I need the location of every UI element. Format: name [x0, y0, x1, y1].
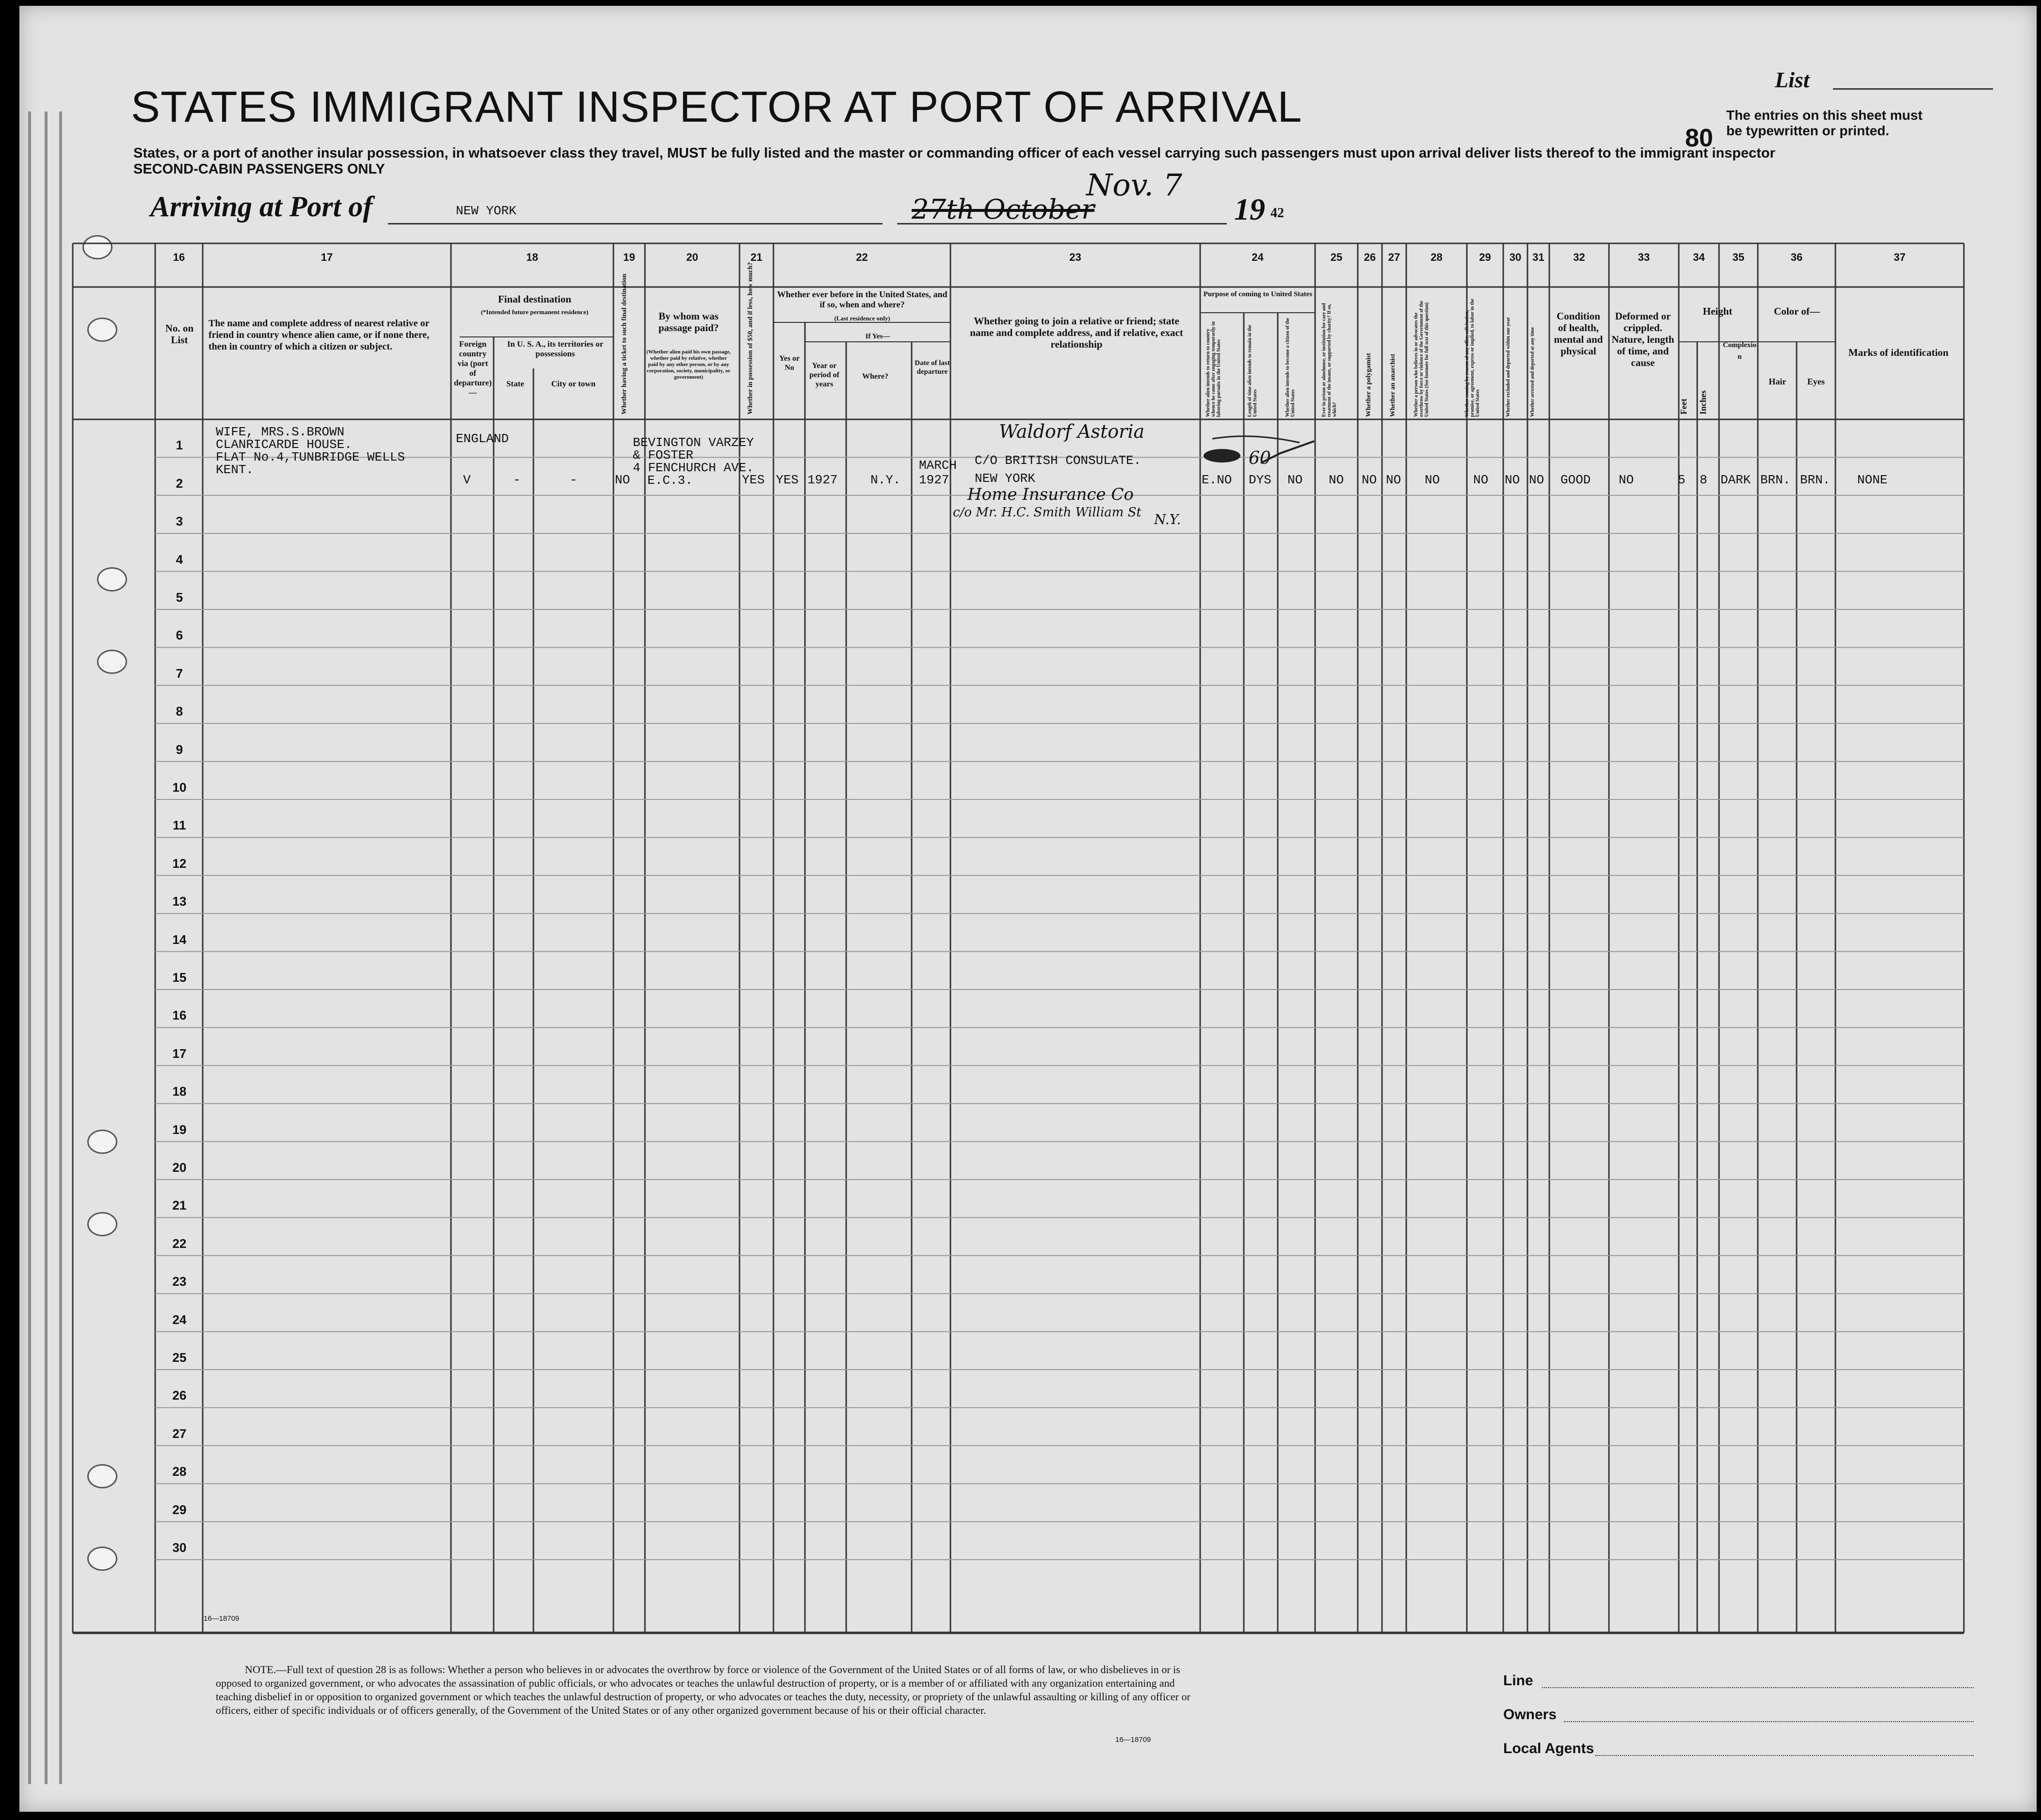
deformed-value: NO: [1619, 473, 1634, 487]
row-number: 2: [176, 476, 183, 491]
header-nearest-relative: The name and complete address of nearest relative or friend in country whence alien came, or if none there, then in country of which a citizen or subject.: [209, 318, 430, 352]
row-number: 28: [172, 1464, 187, 1479]
header-in-usa: In U. S. A., its territories or possessions: [507, 339, 604, 358]
header-no-on-list: No. on List: [165, 322, 194, 346]
row-number: 18: [172, 1084, 187, 1099]
row-number: 12: [172, 856, 187, 871]
local-agents-field: [1595, 1755, 1974, 1756]
row-number: 25: [172, 1350, 187, 1365]
relative-line: CLANRICARDE HOUSE.: [216, 437, 352, 452]
row-number: 19: [172, 1122, 187, 1137]
list-label: List: [1775, 67, 1810, 92]
row-number: 11: [173, 818, 186, 833]
header-passage-paid-note: (Whether alien paid his own passage, whether paid by relative, whether paid by any other person, or by any corporation, society, municipality, or government): [646, 349, 731, 380]
column-number: 35: [1732, 251, 1745, 263]
header-color: Color of—: [1774, 305, 1820, 317]
header-where: Where?: [862, 372, 888, 381]
column-number: 27: [1388, 251, 1400, 263]
row-number: 24: [172, 1312, 187, 1327]
row-number: 6: [176, 628, 183, 643]
column-number: 24: [1252, 251, 1264, 263]
row-number: 23: [172, 1274, 187, 1289]
passenger-class: SECOND-CABIN PASSENGERS ONLY: [133, 161, 385, 177]
column-number: 31: [1532, 251, 1544, 263]
paid-line: BEVINGTON VARZEY: [633, 435, 754, 450]
column-number: 34: [1693, 251, 1705, 263]
purpose-b-handwritten: 60: [1249, 448, 1271, 468]
before-date-line: MARCH: [919, 458, 957, 473]
header-overthrow: Whether a person who believes in or advocates the overthrow by force or violence of the Government of the United States (See footnote for full text of this question): [1414, 301, 1430, 417]
eyes-value: BRN.: [1800, 473, 1831, 487]
header-hair: Hair: [1768, 377, 1786, 386]
header-marks: Marks of identification: [1848, 347, 1949, 358]
row-number: 7: [176, 666, 183, 681]
column-number: 33: [1638, 251, 1650, 263]
line-field: [1542, 1687, 1974, 1688]
header-eyes: Eyes: [1807, 377, 1825, 386]
column-number: 30: [1509, 251, 1522, 263]
row-number: 8: [176, 704, 183, 719]
header-date-departure: Date of last departure: [915, 359, 950, 376]
row-number: 4: [176, 552, 183, 567]
column-number: 16: [173, 251, 185, 263]
paid-line: 4 FENCHURCH AVE.: [633, 461, 754, 475]
relative-line: FLAT No.4,TUNBRIDGE WELLS: [216, 450, 405, 464]
ink-marks: [1203, 434, 1329, 473]
join-handwritten: c/o Mr. H.C. Smith William St: [953, 505, 1141, 520]
header-passage-paid: By whom was passage paid?: [658, 310, 719, 334]
row-number: 22: [172, 1236, 187, 1251]
column-number: 23: [1069, 251, 1081, 263]
header-health: Condition of health, mental and physical: [1554, 310, 1603, 357]
relative-line: KENT.: [216, 463, 254, 477]
join-handwritten: Home Insurance Co: [967, 485, 1134, 504]
form-title: STATES IMMIGRANT INSPECTOR AT PORT OF ARRIVAL: [131, 83, 1302, 131]
entries-note-line: The entries on this sheet must: [1726, 108, 1923, 123]
header-if-yes: If Yes—: [865, 333, 890, 340]
header-anarchist: Whether an anarchist: [1389, 353, 1397, 417]
anarchist-value: NO: [1386, 473, 1401, 487]
column-number: 28: [1430, 251, 1443, 263]
row-number: 5: [176, 590, 183, 605]
line-label: Line: [1503, 1673, 1533, 1689]
feet-value: 5: [1678, 473, 1686, 487]
header-purpose: Purpose of coming to United States: [1203, 290, 1313, 298]
form-code: 16—18709: [204, 1614, 240, 1623]
state-value: -: [513, 473, 521, 487]
local-agents-label: Local Agents: [1503, 1740, 1594, 1756]
port-value: NEW YORK: [456, 204, 516, 218]
row-number: 10: [172, 780, 187, 795]
form-code-footer: 16—18709: [1115, 1736, 1151, 1744]
foreign-via-value: V: [463, 473, 471, 487]
row-number: 1: [176, 438, 183, 453]
purpose-a-value: E.NO: [1202, 473, 1232, 487]
arriving-label: Arriving at Port of: [150, 191, 373, 223]
purpose-c-value: NO: [1287, 473, 1303, 487]
year-prefix: 19: [1234, 192, 1265, 226]
money-value: YES: [742, 473, 765, 487]
header-yes-no: Yes or No: [779, 354, 800, 372]
overthrow-value: NO: [1425, 473, 1440, 487]
complexion-value: DARK: [1720, 473, 1751, 487]
column-number: 36: [1790, 251, 1803, 263]
list-number: 80: [1685, 124, 1713, 152]
row-number: 27: [172, 1426, 187, 1441]
column-number: 29: [1479, 251, 1491, 263]
year-suffix: 42: [1270, 206, 1284, 221]
row-number: 3: [176, 514, 183, 529]
row-number: 9: [176, 742, 183, 757]
column-number: 17: [321, 251, 333, 263]
header-purpose-b: Length of time alien intends to remain in the United States: [1247, 325, 1258, 417]
header-height: Height: [1703, 305, 1733, 317]
row-number: 17: [172, 1046, 187, 1061]
column-number: 19: [623, 251, 635, 263]
before-yes-no-value: YES: [776, 473, 799, 487]
row-number: 14: [172, 932, 187, 947]
column-number: 25: [1330, 251, 1343, 263]
join-line: C/O BRITISH CONSULATE.: [975, 453, 1141, 468]
row-number: 21: [172, 1198, 187, 1213]
header-city: City or town: [551, 379, 596, 388]
before-where-value: N.Y.: [870, 473, 901, 487]
row-number: 29: [172, 1502, 187, 1517]
column-number: 22: [856, 251, 868, 263]
header-excluded: Whether excluded and deported within one year: [1506, 317, 1511, 417]
before-date-line: 1927: [919, 473, 949, 487]
header-before-in-us: Whether ever before in the United States, and if so, when and where?: [777, 289, 948, 309]
entries-note-line: be typewritten or printed.: [1726, 123, 1890, 138]
header-inches: Inches: [1698, 390, 1708, 415]
foreign-country-value: ENGLAND: [456, 431, 509, 446]
health-value: GOOD: [1560, 473, 1591, 487]
paid-line: E.C.3.: [647, 473, 693, 488]
column-number: 32: [1573, 251, 1585, 263]
ticket-value: NO: [615, 473, 630, 487]
header-period: Year or period of years: [809, 362, 839, 388]
owners-field: [1564, 1721, 1974, 1722]
column-number: 26: [1364, 251, 1376, 263]
relative-line: WIFE, MRS.S.BROWN: [216, 425, 345, 439]
prison-value: NO: [1329, 473, 1344, 487]
column-number: 20: [686, 251, 698, 263]
header-prison: Ever in prison or almshouse, or institution for care and treatment of the insane, or supported by charity? If so, which?: [1321, 303, 1337, 417]
header-final-destination-note: (*Intended future permanent residence): [481, 308, 589, 316]
header-deformed: Deformed or crippled. Nature, length of time, and cause: [1611, 310, 1674, 368]
hair-value: BRN.: [1760, 473, 1791, 487]
row-number: 13: [172, 894, 187, 909]
header-complexion: Complexion: [1722, 341, 1757, 361]
join-handwritten: N.Y.: [1154, 511, 1181, 527]
header-ticket: Whether having a ticket to such final destination: [621, 273, 628, 415]
owners-label: Owners: [1503, 1707, 1557, 1723]
paid-line: & FOSTER: [633, 448, 693, 463]
marks-value: NONE: [1857, 473, 1888, 487]
header-before-note: (Last residence only): [834, 315, 890, 322]
header-purpose-c: Whether alien intends to become a citizen of the United States: [1285, 318, 1296, 417]
question-28-note: NOTE.—Full text of question 28 is as follows: Whether a person who believes in or advocates the overthrow by force or violence of the Government of the United States or of all forms of law, or who disbelieves in or is opposed to organized government, or who advocates the assassination of public officials, or who advocates or teaches the unlawful destruction of property, or is a member of or affiliated with any organization entertaining and teaching disbelief in or opposition to organized government or which teaches the unlawful destruction of property, or who advocates or teaches the duty, necessity, or propriety of the unlawful assaulting or killing of any officer or officers, either of specific individuals or of officers generally, of the Government of the United States or of any other organized government because of his or their official character.: [216, 1663, 1190, 1716]
date-handwritten: Nov. 7: [1086, 167, 1183, 203]
row-number: 16: [172, 1008, 187, 1023]
row-number: 26: [172, 1388, 187, 1403]
date-struck: 27th October: [912, 194, 1094, 225]
join-line: NEW YORK: [975, 471, 1035, 486]
column-number: 21: [750, 251, 763, 263]
city-value: -: [570, 473, 578, 487]
purpose-b-value: DYS: [1249, 473, 1271, 487]
arrested-value: NO: [1529, 473, 1544, 487]
header-arrested: Whether arrested and deported at any time: [1530, 327, 1535, 417]
header-feet: Feet: [1679, 399, 1688, 415]
row-number: 20: [172, 1160, 187, 1175]
header-offer: Whether coming by reason of any offer, solicitation, promise, or agreement, express or implied, to labor in the United States: [1464, 299, 1480, 417]
header-money: Whether in possession of $50, and if less, how much?: [747, 262, 754, 415]
row-number: 15: [172, 970, 187, 985]
header-polygamist: Whether a polygamist: [1365, 353, 1372, 417]
join-handwritten: Waldorf Astoria: [999, 421, 1145, 442]
excluded-value: NO: [1505, 473, 1520, 487]
column-number: 18: [526, 251, 538, 263]
offer-value: NO: [1473, 473, 1489, 487]
header-purpose-a: Whether alien intends to return to country whence he came after engaging temporarily in laboring pursuits in the United States: [1205, 321, 1221, 417]
before-period-value: 1927: [807, 473, 838, 487]
column-number: 37: [1894, 251, 1906, 263]
header-foreign-country: Foreign country via (port of departure)—: [453, 339, 492, 397]
header-state: State: [506, 379, 524, 388]
inches-value: 8: [1700, 473, 1707, 487]
form-instructions: States, or a port of another insular possession, in whatsoever class they travel, MUST be fully listed and the master or commanding officer of each vessel carrying such passengers must upon arrival deliver lists thereof to the immigrant inspector: [133, 145, 1775, 161]
header-final-destination: Final destination: [498, 293, 572, 305]
polygamist-value: NO: [1362, 473, 1377, 487]
row-number: 30: [172, 1540, 187, 1555]
header-going-to-join: Whether going to join a relative or friend; state name and complete address, and if relative, exact relationship: [970, 315, 1183, 350]
